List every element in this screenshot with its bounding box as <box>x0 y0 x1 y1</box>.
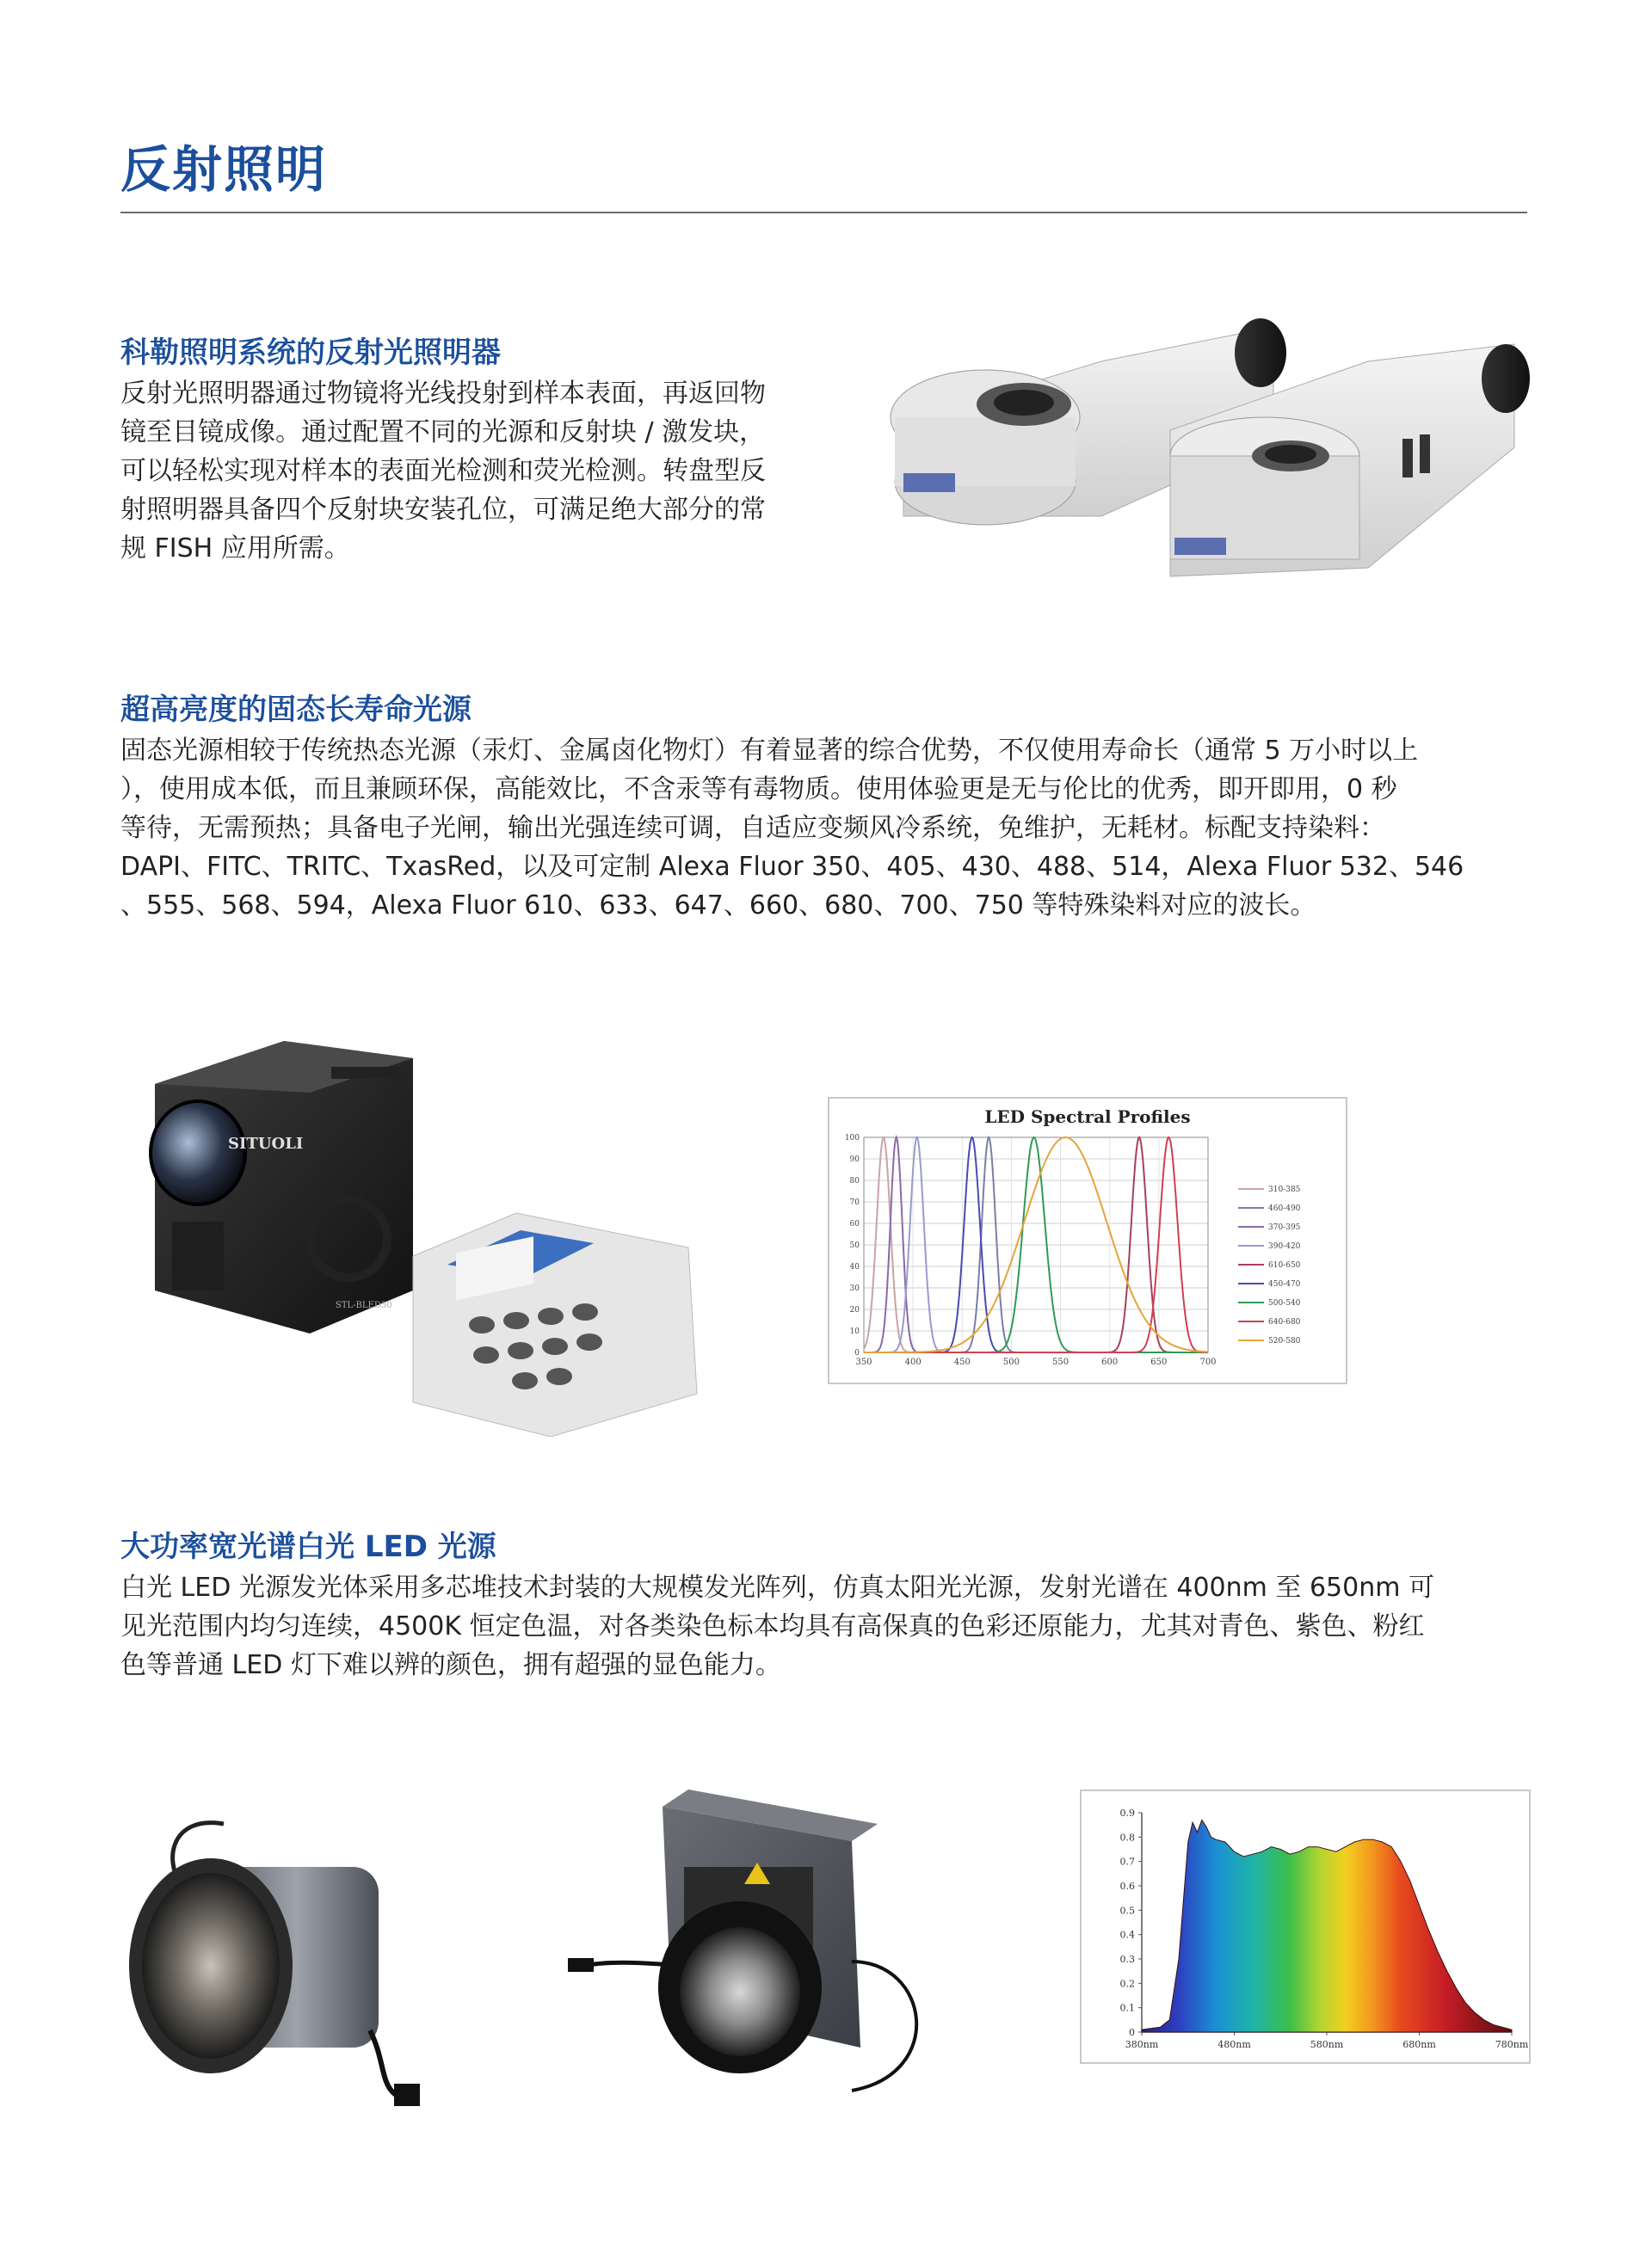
legend-entry: 370-395 <box>1268 1223 1301 1232</box>
y-tick-label: 0 <box>1129 2027 1135 2038</box>
x-tick-label: 350 <box>855 1358 872 1367</box>
section-text-solid-state <box>120 731 1540 925</box>
x-tick-label: 400 <box>904 1358 922 1367</box>
y-tick-label: 20 <box>849 1306 860 1315</box>
text-line: 反射光照明器通过物镜将光线投射到样本表面，再返回物 <box>120 379 766 409</box>
y-tick-label: 80 <box>849 1177 860 1186</box>
y-tick-label: 0.2 <box>1119 1978 1135 1990</box>
section-heading-solid-state: 超高亮度的固态长寿命光源 <box>120 693 472 727</box>
text-line: 白光 LED 光源发光体采用多芯堆技术封装的大规模发光阵列，仿真太阳光光源，发射光谱在 400nm 至 650nm 可 <box>120 1573 1434 1603</box>
section-heading-white-led: 大功率宽光谱白光 LED 光源 <box>120 1530 496 1564</box>
reflected-illuminator-image <box>886 310 1540 602</box>
y-tick-label: 10 <box>849 1327 860 1336</box>
x-tick-label: 650 <box>1150 1358 1168 1367</box>
text-line: 见光范围内均匀连续，4500K 恒定色温，对各类染色标本均具有高保真的色彩还原能力，尤其对青色、紫色、粉红 <box>120 1611 1425 1641</box>
spectrum-area <box>1142 1820 1512 2033</box>
legend-entry: 640-680 <box>1268 1318 1301 1327</box>
chart-title: LED Spectral Profiles <box>984 1106 1191 1127</box>
x-tick-label: 550 <box>1052 1358 1069 1367</box>
brand-label: SITUOLI <box>228 1135 304 1153</box>
y-tick-label: 0.4 <box>1119 1929 1135 1941</box>
text-line: 射照明器具备四个反射块安装孔位，可满足绝大部分的常 <box>120 495 766 525</box>
text-line: DAPI、FITC、TRITC、TxasRed，以及可定制 Alexa Fluor 350、405、430、488、514，Alexa Fluor 532、546 <box>120 852 1464 882</box>
legend-entry: 450-470 <box>1268 1280 1301 1289</box>
x-tick-label: 600 <box>1101 1358 1119 1367</box>
white-led-lamp-image <box>120 1807 447 2116</box>
x-tick-label: 500 <box>1002 1358 1020 1367</box>
text-line: 色等普通 LED 灯下难以辨的颜色，拥有超强的显色能力。 <box>120 1650 781 1680</box>
text-line: 、555、568、594，Alexa Fluor 610、633、647、660、680、700、750 等特殊染料对应的波长。 <box>120 890 1316 921</box>
legend-entry: 390-420 <box>1268 1242 1301 1251</box>
section-text-white-led <box>120 1568 1540 1685</box>
text-line: 镜至目镜成像。通过配置不同的光源和反射块 / 激发块， <box>120 417 766 447</box>
y-tick-label: 100 <box>844 1134 860 1143</box>
y-tick-label: 0.1 <box>1119 2002 1135 2014</box>
y-tick-label: 40 <box>849 1263 860 1272</box>
text-line: 等待，无需预热；具备电子光闸，输出光强连续可调，自适应变频风冷系统，免维护，无耗材。标配支持染料： <box>120 813 1385 843</box>
y-tick-label: 50 <box>849 1241 860 1250</box>
legend-entry: 610-650 <box>1268 1261 1301 1270</box>
title-divider <box>120 212 1527 213</box>
section-text-illuminator <box>120 374 835 568</box>
y-tick-label: 0.9 <box>1119 1808 1135 1819</box>
x-tick-label: 480nm <box>1217 2039 1251 2050</box>
page-title: 反射照明 <box>120 140 328 199</box>
text-line: 规 FISH 应用所需。 <box>120 533 350 564</box>
text-line: 固态光源相较于传统热态光源（汞灯、金属卤化物灯）有着显著的综合优势，不仅使用寿命长（通常 5 万小时以上 <box>120 736 1419 766</box>
y-tick-label: 70 <box>849 1198 860 1207</box>
led-spectral-profiles-chart <box>828 1097 1347 1384</box>
legend-entry: 460-490 <box>1268 1204 1301 1213</box>
x-tick-label: 680nm <box>1402 2039 1436 2050</box>
legend-entry: 500-540 <box>1268 1299 1301 1308</box>
led-module-image <box>568 1789 1015 2134</box>
y-tick-label: 0.7 <box>1119 1856 1135 1868</box>
x-tick-label: 580nm <box>1310 2039 1344 2050</box>
y-tick-label: 0.5 <box>1119 1905 1135 1917</box>
x-tick-label: 450 <box>953 1358 971 1367</box>
text-line: 可以轻松实现对样本的表面光检测和荧光检测。转盘型反 <box>120 456 766 486</box>
x-tick-label: 700 <box>1199 1358 1217 1367</box>
y-tick-label: 0.3 <box>1119 1954 1135 1965</box>
y-tick-label: 0.8 <box>1119 1832 1135 1844</box>
y-tick-label: 0.6 <box>1119 1881 1135 1892</box>
y-tick-label: 90 <box>849 1155 860 1164</box>
x-tick-label: 380nm <box>1125 2039 1159 2050</box>
y-tick-label: 0 <box>854 1349 860 1358</box>
section-heading-illuminator: 科勒照明系统的反射光照明器 <box>120 336 501 370</box>
y-tick-label: 30 <box>849 1284 860 1293</box>
model-label: STL-BLED30 <box>336 1301 392 1310</box>
legend-entry: 310-385 <box>1268 1186 1301 1194</box>
x-tick-label: 780nm <box>1495 2039 1529 2050</box>
solid-state-light-source-image <box>138 1032 723 1437</box>
legend-entry: 520-580 <box>1268 1337 1301 1346</box>
text-line: ），使用成本低，而且兼顾环保，高能效比，不含汞等有毒物质。使用体验更是无与伦比的优秀，即开即用，0 秒 <box>120 774 1397 804</box>
y-tick-label: 60 <box>849 1220 860 1229</box>
white-led-spectrum-chart <box>1080 1789 1531 2064</box>
